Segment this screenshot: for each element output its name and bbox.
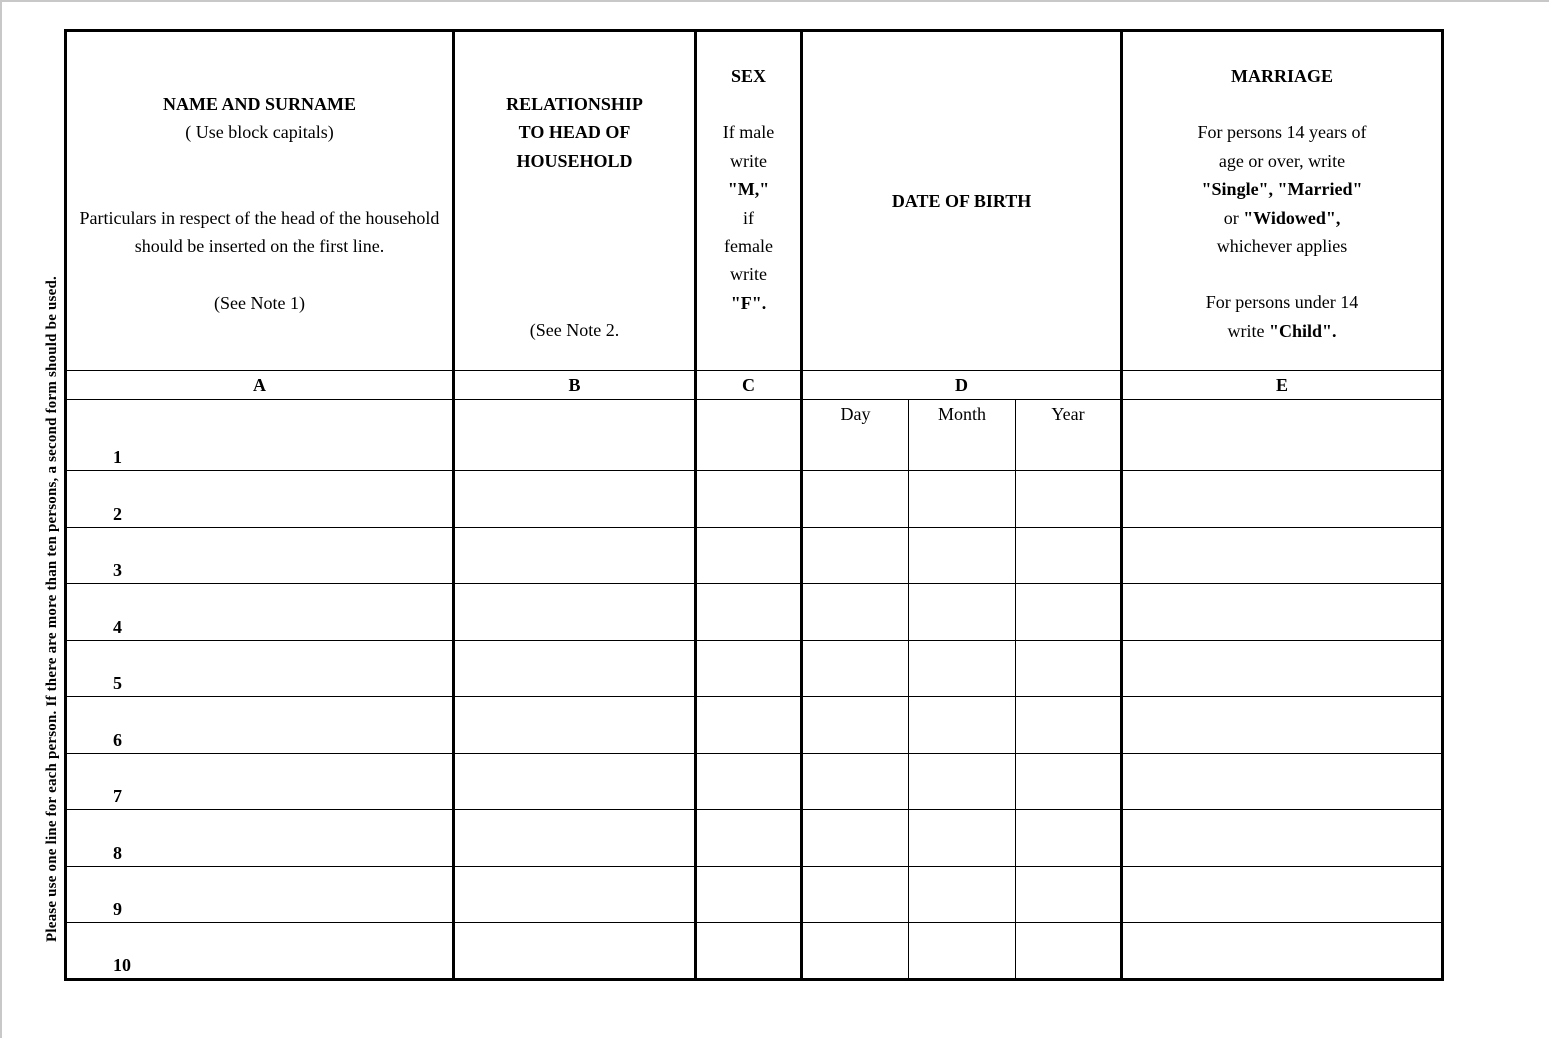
frame-left-border — [0, 0, 2, 1038]
dob-day-cell[interactable] — [802, 584, 909, 641]
table-row — [66, 923, 1443, 980]
dob-month-cell[interactable] — [909, 471, 1016, 528]
dob-month-cell[interactable] — [909, 697, 1016, 754]
dob-year-cell[interactable] — [1016, 867, 1122, 923]
sex-cell[interactable] — [696, 923, 802, 980]
row-number: 4 — [66, 584, 454, 641]
dob-month-cell[interactable] — [909, 528, 1016, 584]
sex-cell[interactable] — [696, 471, 802, 528]
dob-day-cell[interactable] — [802, 641, 909, 697]
sex-cell[interactable] — [696, 810, 802, 867]
header-sex — [696, 31, 802, 371]
marriage-cell[interactable] — [1122, 754, 1443, 810]
relationship-cell[interactable] — [454, 584, 696, 641]
dob-day-cell[interactable] — [802, 528, 909, 584]
relationship-title-1: RELATIONSHIP — [506, 94, 643, 114]
dob-year-header: Year — [1016, 400, 1122, 471]
row-number: 3 — [66, 528, 454, 584]
relationship-cell[interactable] — [454, 528, 696, 584]
marriage-cell[interactable] — [1122, 528, 1443, 584]
frame-top-border — [0, 0, 1549, 2]
marriage-widowed-line — [1123, 204, 1441, 232]
marriage-single-married: "Single", "Married" — [1201, 179, 1363, 200]
marriage-line-1: For persons 14 years of — [1197, 122, 1367, 143]
dob-month-cell[interactable] — [909, 641, 1016, 697]
sex-line-5: write — [730, 264, 767, 285]
sex-male-code: "M," — [727, 179, 770, 200]
table-row — [66, 584, 1443, 641]
marriage-cell[interactable] — [1122, 471, 1443, 528]
relationship-cell[interactable] — [454, 471, 696, 528]
dob-year-cell[interactable] — [1016, 471, 1122, 528]
marriage-child-line — [1123, 317, 1441, 345]
marriage-or: or — [1223, 207, 1239, 228]
sex-cell[interactable] — [696, 584, 802, 641]
column-letter-e: E — [1122, 371, 1443, 400]
row-number: 1 — [66, 400, 454, 471]
header-relationship — [454, 31, 696, 371]
dob-day-cell[interactable] — [802, 754, 909, 810]
dob-month-cell[interactable] — [909, 584, 1016, 641]
marriage-cell[interactable] — [1122, 923, 1443, 980]
relationship-cell[interactable] — [454, 641, 696, 697]
sex-cell[interactable] — [696, 400, 802, 471]
dob-day-cell[interactable] — [802, 471, 909, 528]
relationship-cell[interactable] — [454, 754, 696, 810]
table-row — [66, 471, 1443, 528]
table-row — [66, 528, 1443, 584]
dob-month-cell[interactable] — [909, 867, 1016, 923]
row-number: 7 — [66, 754, 454, 810]
marriage-write: write — [1227, 320, 1265, 341]
relationship-title-2: TO HEAD OF — [518, 122, 631, 143]
dob-day-cell[interactable] — [802, 697, 909, 754]
marriage-child: "Child". — [1269, 320, 1337, 341]
dob-year-cell[interactable] — [1016, 697, 1122, 754]
name-particulars: Particulars in respect of the head of the household should be inserted on the first line. — [79, 207, 440, 257]
column-letter-c: C — [696, 371, 802, 400]
marriage-line-2: age or over, write — [1218, 150, 1346, 171]
table-row — [66, 400, 1443, 471]
sex-cell[interactable] — [696, 697, 802, 754]
column-letter-b: B — [454, 371, 696, 400]
dob-year-cell[interactable] — [1016, 641, 1122, 697]
relationship-cell[interactable] — [454, 810, 696, 867]
relationship-title-3: HOUSEHOLD — [516, 150, 633, 171]
dob-day-cell[interactable] — [802, 923, 909, 980]
row-number: 10 — [66, 923, 454, 980]
household-form-table — [64, 29, 1444, 981]
marriage-cell[interactable] — [1122, 697, 1443, 754]
sex-cell[interactable] — [696, 867, 802, 923]
sex-cell[interactable] — [696, 528, 802, 584]
dob-year-cell[interactable] — [1016, 923, 1122, 980]
row-number: 8 — [66, 810, 454, 867]
relationship-cell[interactable] — [454, 697, 696, 754]
marriage-comma: , — [1335, 207, 1341, 228]
header-date-of-birth: DATE OF BIRTH — [802, 31, 1122, 371]
dob-year-cell[interactable] — [1016, 528, 1122, 584]
dob-month-cell[interactable] — [909, 923, 1016, 980]
side-note: Please use one line for each person. If there are more than ten persons, a second form should be used. — [44, 276, 60, 942]
dob-month-cell[interactable] — [909, 754, 1016, 810]
dob-year-cell[interactable] — [1016, 754, 1122, 810]
sex-line-3: if — [743, 207, 754, 228]
dob-day-header: Day — [802, 400, 909, 471]
relationship-note: (See Note 2. — [529, 320, 620, 340]
sex-female-code: "F". — [730, 292, 767, 313]
header-marriage — [1122, 31, 1443, 371]
table-row — [66, 810, 1443, 867]
relationship-cell[interactable] — [454, 867, 696, 923]
dob-day-cell[interactable] — [802, 810, 909, 867]
row-number: 2 — [66, 471, 454, 528]
row-number: 9 — [66, 867, 454, 923]
name-title: NAME AND SURNAME — [163, 94, 356, 114]
table-row — [66, 641, 1443, 697]
dob-year-cell[interactable] — [1016, 584, 1122, 641]
column-letter-a: A — [66, 371, 454, 400]
marriage-cell[interactable] — [1122, 641, 1443, 697]
dob-day-cell[interactable] — [802, 867, 909, 923]
marriage-cell[interactable] — [1122, 400, 1443, 471]
sex-title: SEX — [730, 66, 766, 86]
sex-line-4: female — [724, 236, 773, 257]
column-letter-d: D — [802, 371, 1122, 400]
marriage-widowed: "Widowed" — [1243, 207, 1336, 228]
name-subtitle: ( Use block capitals) — [185, 122, 334, 143]
dob-month-cell[interactable] — [909, 810, 1016, 867]
marriage-cell[interactable] — [1122, 810, 1443, 867]
table-row — [66, 867, 1443, 923]
marriage-cell[interactable] — [1122, 867, 1443, 923]
table-row — [66, 754, 1443, 810]
sex-line-1: If male — [722, 122, 775, 143]
row-number: 6 — [66, 697, 454, 754]
marriage-cell[interactable] — [1122, 584, 1443, 641]
sex-line-2: write — [730, 150, 767, 171]
header-name-surname — [66, 31, 454, 371]
marriage-line-3: whichever applies — [1216, 236, 1348, 257]
sex-cell[interactable] — [696, 754, 802, 810]
marriage-title: MARRIAGE — [1231, 66, 1334, 86]
header-row — [66, 31, 1443, 371]
marriage-line-4: For persons under 14 — [1205, 292, 1359, 313]
dob-year-cell[interactable] — [1016, 810, 1122, 867]
relationship-cell[interactable] — [454, 400, 696, 471]
name-note: (See Note 1) — [214, 292, 305, 313]
table-row — [66, 697, 1443, 754]
dob-month-header: Month — [909, 400, 1016, 471]
sex-cell[interactable] — [696, 641, 802, 697]
row-number: 5 — [66, 641, 454, 697]
relationship-cell[interactable] — [454, 923, 696, 980]
column-letter-row — [66, 371, 1443, 400]
